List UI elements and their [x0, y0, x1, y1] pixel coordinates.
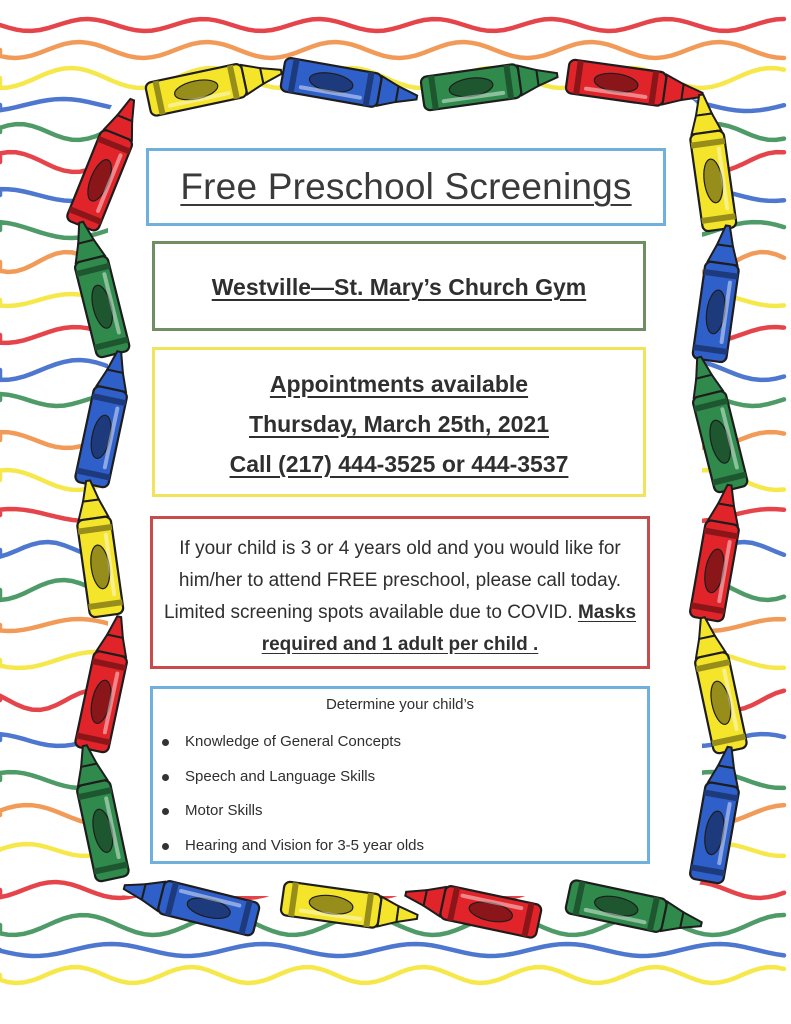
- bullet-icon: [162, 808, 169, 815]
- bullet-icon: [162, 739, 169, 746]
- location-text: Westville—St. Mary’s Church Gym: [211, 274, 587, 300]
- crayon-scribble-line: [0, 944, 784, 956]
- list-item: [157, 725, 647, 760]
- list-item: [157, 794, 647, 829]
- title-box: [146, 148, 666, 226]
- location-box: [152, 241, 646, 331]
- list-item-text: Knowledge of General Concepts: [185, 733, 401, 750]
- bullet-icon: [162, 843, 169, 850]
- masks-required-text: Masks required and 1 adult per child .: [261, 602, 637, 655]
- list-item: [157, 829, 647, 864]
- appointments-box: [152, 347, 646, 497]
- crayon-scribble-line: [0, 967, 784, 983]
- determine-heading: Determine your child’s: [325, 696, 475, 713]
- list-item: [157, 760, 647, 795]
- crayon-scribble-line: [0, 19, 784, 31]
- list-item-text: Motor Skills: [185, 802, 263, 819]
- determine-box: [150, 686, 650, 864]
- list-item-text: Speech and Language Skills: [185, 767, 376, 785]
- skills-list: [153, 725, 647, 863]
- list-item-text: Hearing and Vision for 3-5 year olds: [185, 836, 425, 854]
- bullet-icon: [162, 774, 169, 781]
- info-paragraph: [153, 533, 647, 661]
- appointment-date: Thursday, March 25th, 2021: [249, 411, 549, 437]
- info-text: If your child is 3 or 4 years old and you would like for him/her to attend FREE preschool, please call today. Limited screening spots available due to COVID.: [163, 538, 622, 623]
- phone-numbers: Call (217) 444-3525 or 444-3537: [229, 451, 569, 477]
- crayon-scribble-line: [0, 42, 784, 58]
- info-box: [150, 516, 650, 669]
- page-title: Free Preschool Screenings: [180, 166, 632, 207]
- appointments-available: Appointments available: [269, 371, 529, 397]
